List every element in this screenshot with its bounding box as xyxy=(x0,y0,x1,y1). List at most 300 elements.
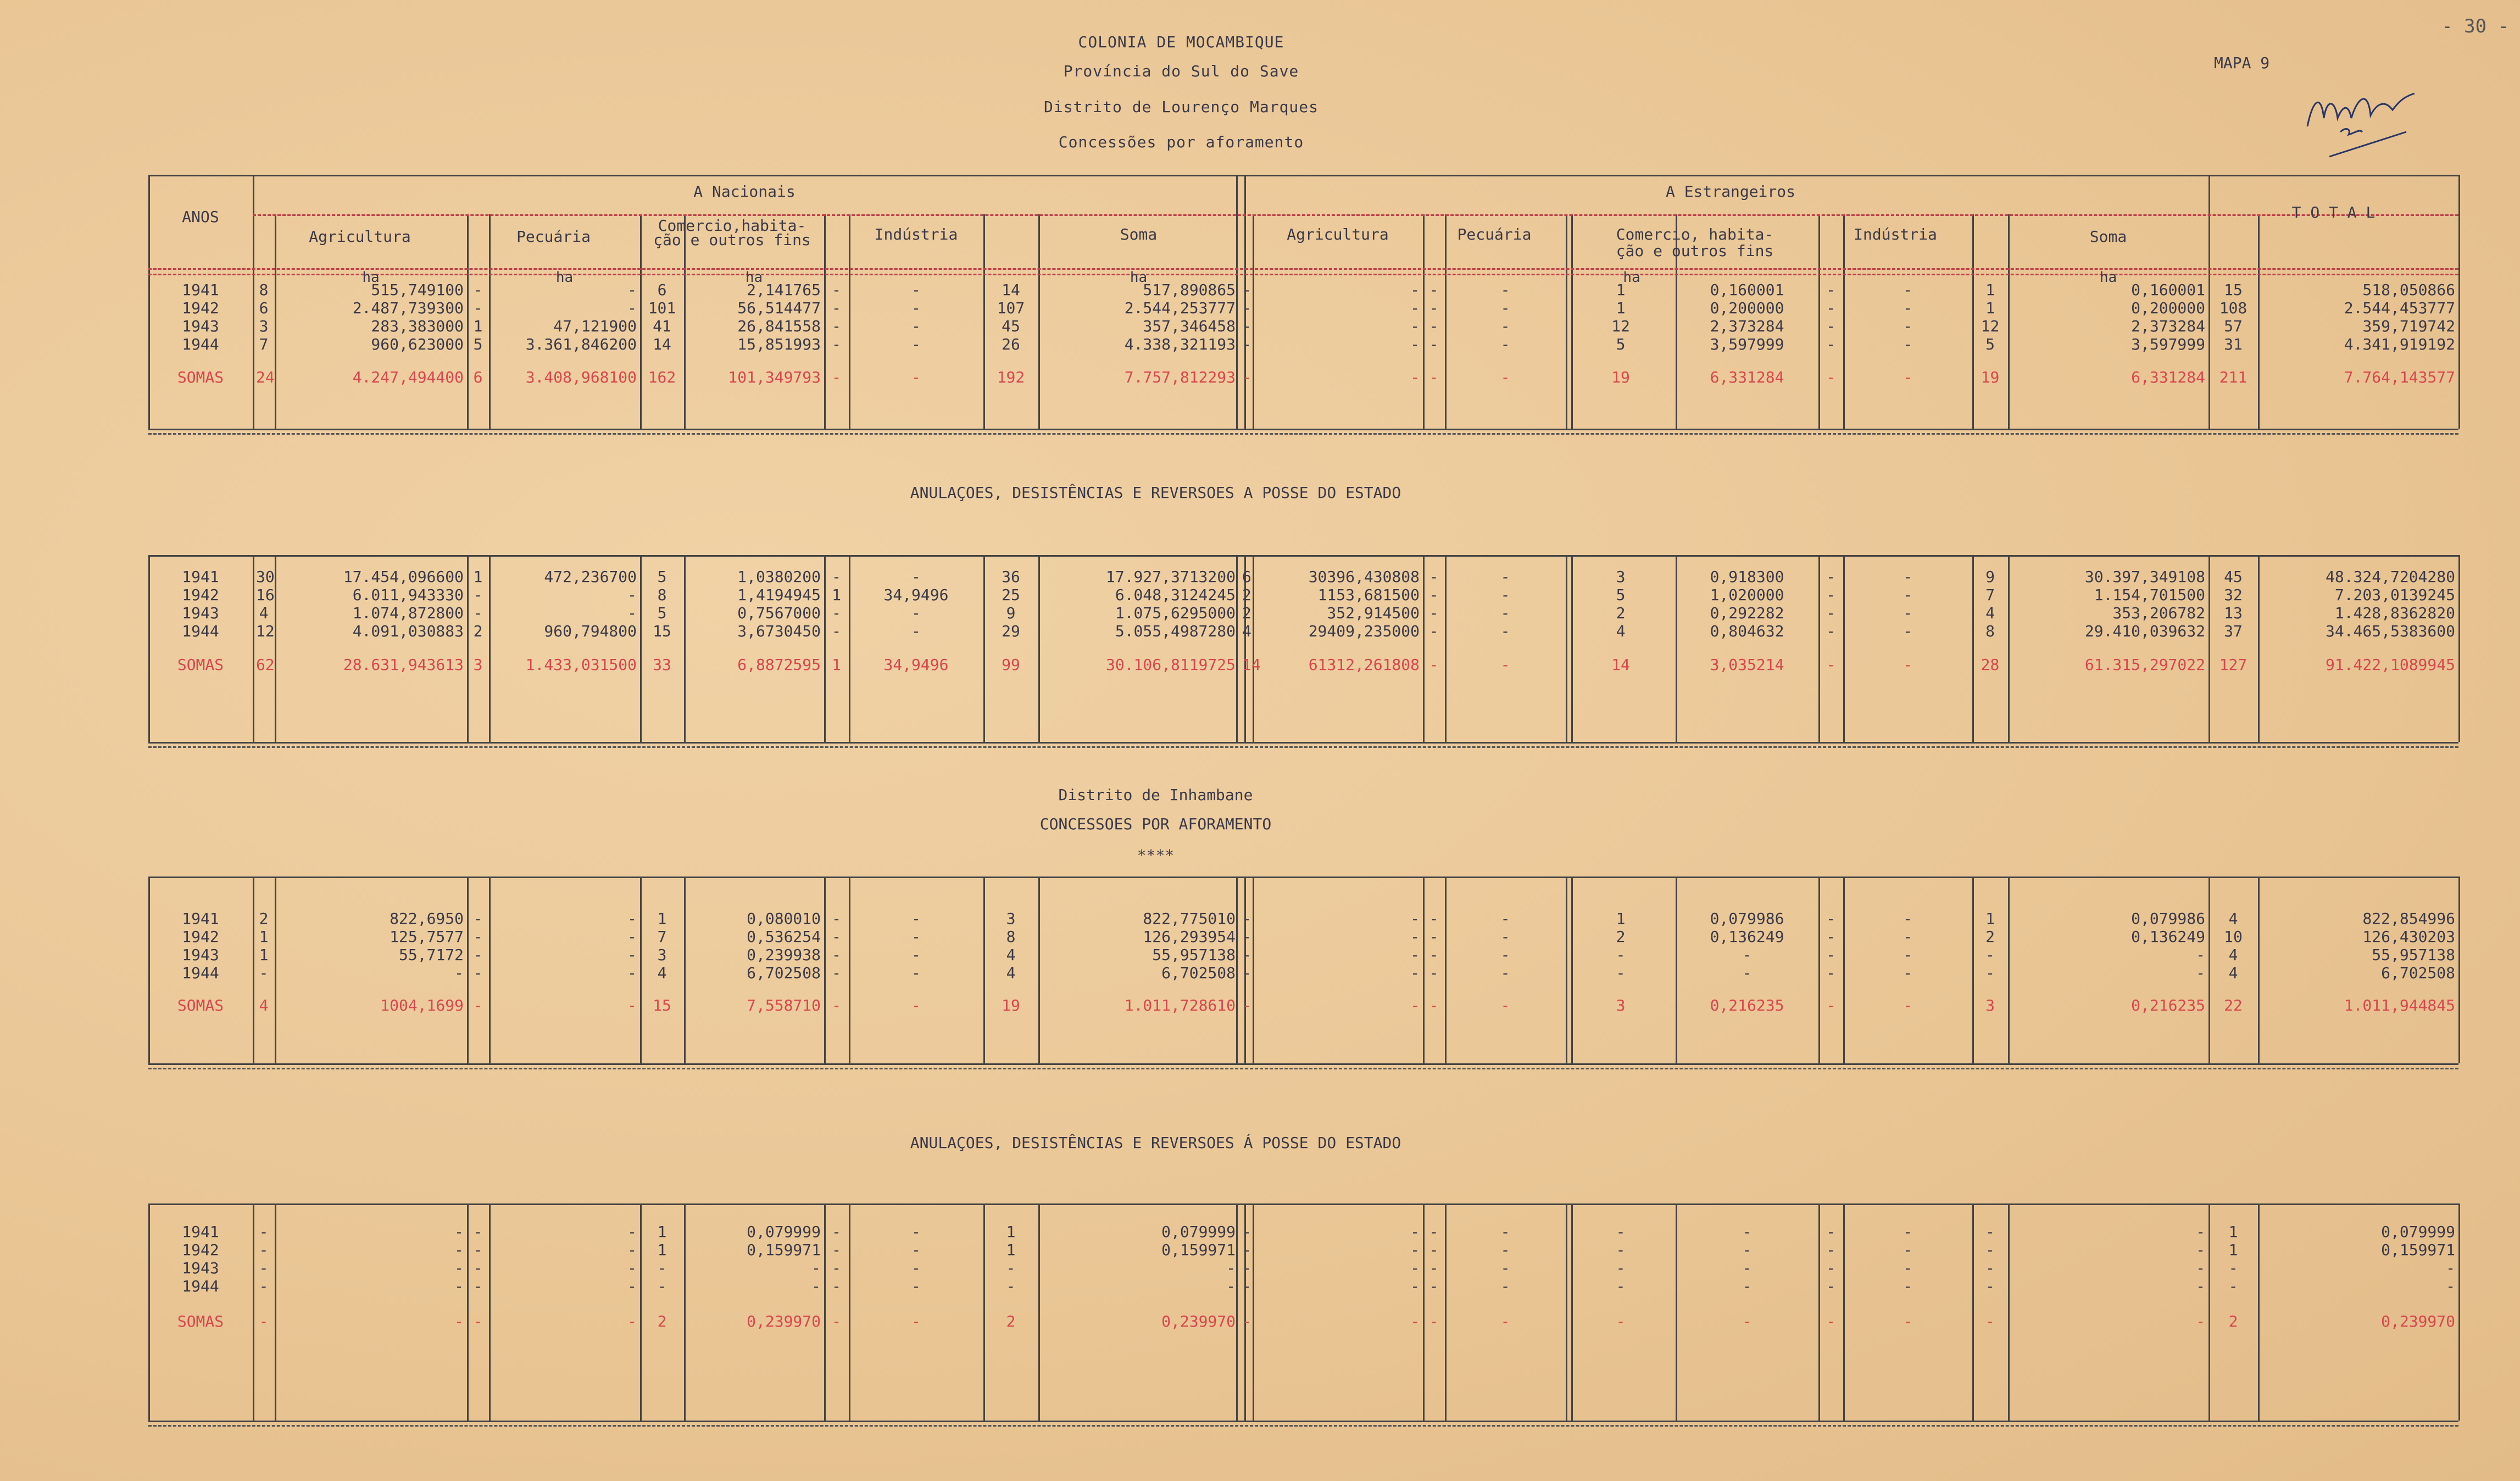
totals-cell: - xyxy=(1242,1312,1251,1330)
table-cell: 6.048,3124245 xyxy=(1115,586,1236,604)
table-cell: - xyxy=(832,946,841,964)
table-cell: 3 xyxy=(1006,909,1016,928)
table-cell: 1 xyxy=(1985,299,1995,317)
table-cell: 3,6730450 xyxy=(737,622,821,640)
table-cell: - xyxy=(1616,1223,1626,1241)
table-cell: 472,236700 xyxy=(544,568,637,586)
table-cell: - xyxy=(627,946,637,964)
totals-cell: - xyxy=(911,1312,921,1330)
table-cell: - xyxy=(1429,317,1439,335)
totals-cell: 6,8872595 xyxy=(737,656,821,674)
table-cell: - xyxy=(1826,909,1835,928)
totals-cell: - xyxy=(1410,1312,1420,1330)
unit-ha-label: ha xyxy=(555,269,574,286)
table-cell: - xyxy=(1500,964,1510,982)
table-cell: 1.154,701500 xyxy=(2094,586,2205,604)
column-divider xyxy=(148,1203,150,1421)
totals-cell: 6,331284 xyxy=(2131,368,2205,386)
column-divider xyxy=(1423,214,1425,429)
column-divider xyxy=(1972,1203,1974,1421)
table-cell: - xyxy=(1985,1241,1995,1259)
table-cell: - xyxy=(627,928,637,946)
column-divider xyxy=(824,555,826,742)
header-province: Província do Sul do Save xyxy=(1063,62,1299,80)
totals-cell: 22 xyxy=(2224,996,2243,1014)
table-cell: 1943 xyxy=(182,1259,219,1277)
table-cell: - xyxy=(454,1259,464,1277)
table-cell: 1942 xyxy=(182,928,219,946)
table-cell: - xyxy=(1826,946,1835,964)
table-cell: 283,383000 xyxy=(371,317,464,335)
table-cell: 0,7567000 xyxy=(737,604,821,622)
table-cell: - xyxy=(473,909,483,928)
totals-cell: - xyxy=(1826,656,1835,674)
section3-stars: **** xyxy=(1137,846,1175,864)
totals-cell: - xyxy=(1500,656,1510,674)
table-cell: 1 xyxy=(832,586,841,604)
totals-cell: 2 xyxy=(657,1312,667,1330)
table-cell: - xyxy=(1903,281,1912,299)
totals-cell: - xyxy=(911,996,921,1014)
totals-cell: 61.315,297022 xyxy=(2084,656,2205,674)
table-cell: - xyxy=(1826,604,1835,622)
totals-cell: 3.408,968100 xyxy=(525,368,637,386)
table-cell: 5 xyxy=(1985,335,1995,353)
table-cell: 15 xyxy=(653,622,671,640)
unit-ha-label: ha xyxy=(2099,269,2117,286)
table-cell: - xyxy=(1500,1223,1510,1241)
table-cell: 4 xyxy=(1006,946,1016,964)
table-cell: 2,373284 xyxy=(2131,317,2205,335)
table-cell: 0,239938 xyxy=(747,946,821,964)
table-cell: - xyxy=(1410,909,1420,928)
table-cell: 8 xyxy=(1985,622,1995,640)
totals-cell: 3 xyxy=(1616,996,1626,1014)
section3-title-concessions: CONCESSOES POR AFORAMENTO xyxy=(1039,815,1272,833)
totals-cell: 0,239970 xyxy=(2381,1312,2455,1330)
table-bottom-border xyxy=(148,1063,2458,1065)
table-cell: 57 xyxy=(2224,317,2243,335)
column-divider xyxy=(467,555,469,742)
column-divider xyxy=(253,877,254,1063)
table-cell: 5 xyxy=(473,335,483,353)
table-cell: - xyxy=(1242,1259,1251,1277)
table-cell: 4 xyxy=(1242,622,1251,640)
table-cell: 6.011,943330 xyxy=(352,586,464,604)
column-divider xyxy=(983,555,985,742)
table-cell: - xyxy=(1985,964,1995,982)
table-cell: - xyxy=(1903,928,1912,946)
table-cell: - xyxy=(1410,964,1420,982)
table-cell: 4.341,919192 xyxy=(2344,335,2455,353)
totals-cell: 15 xyxy=(653,996,671,1014)
totals-cell: 6,331284 xyxy=(1710,368,1784,386)
table-cell: 4 xyxy=(657,964,667,982)
table-cell: - xyxy=(473,281,483,299)
table-cell: - xyxy=(1500,568,1510,586)
table-cell: - xyxy=(2228,1277,2238,1295)
column-divider xyxy=(1253,1203,1254,1421)
foreign-commerce-header: Comercio, habita- xyxy=(1616,225,1774,243)
totals-cell: 162 xyxy=(648,368,676,386)
column-divider xyxy=(684,1203,686,1421)
table-cell: 4.091,030883 xyxy=(352,622,464,640)
table-cell: 29409,235000 xyxy=(1308,622,1420,640)
table-cell: - xyxy=(1410,317,1420,335)
totals-cell: 7.757,812293 xyxy=(1124,368,1236,386)
table-cell: - xyxy=(1742,1259,1752,1277)
totals-cell: 0,216235 xyxy=(1710,996,1784,1014)
totals-cell: - xyxy=(1242,368,1251,386)
table-cell: 6 xyxy=(1242,568,1251,586)
table-cell: 960,794800 xyxy=(544,622,637,640)
table-cell: 1941 xyxy=(182,568,219,586)
table-cell: 17.454,096600 xyxy=(343,568,464,586)
table-cell: 1941 xyxy=(182,281,219,299)
table-cell: - xyxy=(832,1277,841,1295)
table-cell: - xyxy=(1429,604,1439,622)
table-cell: 3.361,846200 xyxy=(525,335,637,353)
table-cell: 5 xyxy=(1616,586,1626,604)
table-cell: 16 xyxy=(256,586,275,604)
table-cell: 822,854996 xyxy=(2362,909,2455,928)
table-cell: 0,804632 xyxy=(1710,622,1784,640)
table-cell: 0,159971 xyxy=(1161,1241,1236,1259)
table-cell: - xyxy=(627,1277,637,1295)
totals-cell: 61312,261808 xyxy=(1308,656,1420,674)
table-cell: 4 xyxy=(2228,909,2238,928)
table-cell: - xyxy=(2446,1277,2455,1295)
column-divider xyxy=(1972,877,1974,1063)
table-cell: 5 xyxy=(1616,335,1626,353)
table-cell: - xyxy=(1410,281,1420,299)
table-cell: - xyxy=(1429,1223,1439,1241)
table-cell: 5.055,4987280 xyxy=(1115,622,1236,640)
table-cell: - xyxy=(1616,964,1626,982)
table-cell: 3 xyxy=(657,946,667,964)
table-cell: 1153,681500 xyxy=(1317,586,1420,604)
table-cell: 34,9496 xyxy=(883,586,949,604)
table-cell: 55,957138 xyxy=(1152,946,1236,964)
totals-cell: - xyxy=(1429,656,1439,674)
table-cell: - xyxy=(832,622,841,640)
totals-cell: - xyxy=(1826,996,1835,1014)
column-divider xyxy=(684,555,686,742)
column-divider xyxy=(1843,555,1845,742)
table-cell: - xyxy=(259,1277,269,1295)
table-cell: 4 xyxy=(1985,604,1995,622)
table-cell: - xyxy=(911,1259,921,1277)
table-cell: - xyxy=(1742,964,1752,982)
table-cell: 0,080010 xyxy=(747,909,821,928)
table-cell: 107 xyxy=(997,299,1025,317)
table-cell: 0,292282 xyxy=(1710,604,1784,622)
table-cell: 56,514477 xyxy=(737,299,821,317)
foreigners-header: A Estrangeiros xyxy=(1665,182,1795,201)
table-cell: 17.927,3713200 xyxy=(1105,568,1236,586)
totals-cell: - xyxy=(1500,996,1510,1014)
table-cell: - xyxy=(2446,1259,2455,1277)
totals-cell: 1.433,031500 xyxy=(525,656,637,674)
section2-title: ANULAÇOES, DESISTÊNCIAS E REVERSOES A POSSE DO ESTADO xyxy=(910,484,1401,502)
column-divider xyxy=(489,1203,491,1421)
column-divider xyxy=(1253,214,1254,429)
column-divider xyxy=(1236,1203,1238,1421)
table-cell: - xyxy=(1616,946,1626,964)
table-cell: 108 xyxy=(2219,299,2248,317)
table-cell: 1 xyxy=(1985,281,1995,299)
table-cell: - xyxy=(1242,1241,1251,1259)
table-cell: - xyxy=(1006,1277,1016,1295)
column-divider xyxy=(1038,1203,1040,1421)
column-divider xyxy=(849,214,850,429)
table-cell: - xyxy=(1500,604,1510,622)
column-divider xyxy=(1566,555,1567,742)
table-cell: 6,702508 xyxy=(2381,964,2455,982)
totals-cell: 33 xyxy=(653,656,671,674)
table-cell: 45 xyxy=(2224,568,2243,586)
table-cell: 47,121900 xyxy=(553,317,637,335)
table-cell: - xyxy=(1429,1277,1439,1295)
map-label: MAPA 9 xyxy=(2214,54,2270,72)
table-cell: - xyxy=(1826,1277,1835,1295)
column-divider xyxy=(148,555,150,742)
column-divider xyxy=(1423,555,1425,742)
table-cell: 1 xyxy=(657,1241,667,1259)
table-cell: - xyxy=(832,604,841,622)
table-cell: 1943 xyxy=(182,946,219,964)
table-cell: - xyxy=(627,604,637,622)
table-cell: - xyxy=(1500,909,1510,928)
table-cell: - xyxy=(911,1241,921,1259)
totals-cell: 6 xyxy=(473,368,483,386)
table-cell: - xyxy=(1242,317,1251,335)
column-divider xyxy=(2008,555,2010,742)
table-top-border xyxy=(148,175,2458,176)
column-divider xyxy=(275,1203,276,1421)
table-cell: 2 xyxy=(259,909,269,928)
table-cell: - xyxy=(2196,1277,2205,1295)
table-cell: - xyxy=(911,928,921,946)
table-top-border xyxy=(148,877,2458,878)
column-divider xyxy=(1843,877,1845,1063)
table-cell: - xyxy=(1826,964,1835,982)
table-cell: - xyxy=(473,586,483,604)
table-cell: 2 xyxy=(473,622,483,640)
table-cell: - xyxy=(454,1277,464,1295)
table-cell: - xyxy=(1429,928,1439,946)
totals-cell: - xyxy=(1742,1312,1752,1330)
column-divider xyxy=(640,555,642,742)
table-cell: - xyxy=(1903,604,1912,622)
table-cell: - xyxy=(1410,928,1420,946)
column-divider xyxy=(253,175,254,429)
table-cell: - xyxy=(1903,1241,1912,1259)
column-divider xyxy=(467,877,469,1063)
table-cell: 1942 xyxy=(182,299,219,317)
table-cell: 353,206782 xyxy=(2112,604,2205,622)
table-cell: - xyxy=(259,1223,269,1241)
table-cell: 1944 xyxy=(182,622,219,640)
totals-cell: - xyxy=(1903,996,1912,1014)
totals-cell: 99 xyxy=(1002,656,1020,674)
table-cell: - xyxy=(1429,622,1439,640)
header-concessions: Concessões por aforamento xyxy=(1058,133,1304,151)
header-district: Distrito de Lourenço Marques xyxy=(1043,98,1319,116)
table-bottom-double-border xyxy=(148,1425,2458,1427)
nationals-header: A Nacionais xyxy=(693,182,796,201)
column-divider xyxy=(1445,1203,1447,1421)
table-cell: - xyxy=(1500,1259,1510,1277)
table-cell: 1 xyxy=(1616,299,1626,317)
table-cell: - xyxy=(1500,1241,1510,1259)
totals-cell: 0,239970 xyxy=(747,1312,821,1330)
table-cell: 1.075,6295000 xyxy=(1115,604,1236,622)
table-cell: - xyxy=(832,299,841,317)
table-cell: 1 xyxy=(473,568,483,586)
table-cell: 1 xyxy=(657,1223,667,1241)
table-cell: - xyxy=(1616,1277,1626,1295)
column-divider xyxy=(2458,1203,2460,1421)
table-cell: 0,079999 xyxy=(2381,1223,2455,1241)
table-cell: 55,957138 xyxy=(2372,946,2455,964)
column-divider xyxy=(1236,877,1238,1063)
table-cell: - xyxy=(1242,281,1251,299)
table-cell: - xyxy=(1410,335,1420,353)
table-cell: - xyxy=(911,317,921,335)
table-cell: 4 xyxy=(2228,946,2238,964)
column-divider xyxy=(2258,214,2260,429)
column-divider xyxy=(1843,214,1845,429)
table-cell: - xyxy=(1410,946,1420,964)
table-cell: - xyxy=(1742,946,1752,964)
table-cell: 1 xyxy=(1006,1241,1016,1259)
table-cell: - xyxy=(1429,568,1439,586)
table-cell: - xyxy=(259,1241,269,1259)
table-cell: - xyxy=(2228,1259,2238,1277)
table-bottom-double-border xyxy=(148,1068,2458,1069)
column-divider xyxy=(1818,877,1820,1063)
table-cell: - xyxy=(259,1259,269,1277)
table-cell: 1944 xyxy=(182,964,219,982)
totals-cell: 1.011,944845 xyxy=(2344,996,2455,1014)
table-cell: 7.203,0139245 xyxy=(2334,586,2455,604)
table-cell: - xyxy=(1826,281,1835,299)
table-cell: - xyxy=(1429,964,1439,982)
table-cell: 2.544,253777 xyxy=(1124,299,1236,317)
totals-cell: 14 xyxy=(1611,656,1630,674)
column-divider xyxy=(983,877,985,1063)
totals-cell: 28 xyxy=(1981,656,2000,674)
foreign-commerce-header-2: ção e outros fins xyxy=(1616,242,1774,260)
table-cell: 2.544,453777 xyxy=(2344,299,2455,317)
column-divider xyxy=(1445,555,1447,742)
table-cell: - xyxy=(2196,1259,2205,1277)
column-divider xyxy=(1236,555,1238,742)
table-cell: - xyxy=(1242,1223,1251,1241)
table-cell: 1,0380200 xyxy=(737,568,821,586)
table-cell: - xyxy=(1429,281,1439,299)
column-divider xyxy=(1676,1203,1677,1421)
table-cell: - xyxy=(2196,1241,2205,1259)
table-cell: - xyxy=(832,1259,841,1277)
totals-cell: 1 xyxy=(832,656,841,674)
column-divider xyxy=(489,214,491,429)
table-cell: 12 xyxy=(1981,317,2000,335)
totals-cell: - xyxy=(1616,1312,1626,1330)
table-cell: 1942 xyxy=(182,1241,219,1259)
sum-header: Soma xyxy=(1120,225,1158,243)
table-cell: - xyxy=(473,1223,483,1241)
table-cell: - xyxy=(1826,568,1835,586)
column-divider xyxy=(467,214,469,429)
column-divider xyxy=(1253,877,1254,1063)
table-cell: - xyxy=(1429,1241,1439,1259)
table-cell: 15,851993 xyxy=(737,335,821,353)
column-divider xyxy=(1566,214,1567,429)
anos-header: ANOS xyxy=(182,208,219,226)
table-cell: 2 xyxy=(1616,928,1626,946)
table-cell: - xyxy=(2196,1223,2205,1241)
table-cell: 8 xyxy=(1006,928,1016,946)
totals-cell: 7,558710 xyxy=(747,996,821,1014)
table-cell: 0,918300 xyxy=(1710,568,1784,586)
column-divider xyxy=(684,877,686,1063)
totals-cell: - xyxy=(832,368,841,386)
column-divider xyxy=(2258,1203,2260,1421)
table-cell: 25 xyxy=(1002,586,1020,604)
table-cell: - xyxy=(1242,909,1251,928)
column-divider xyxy=(1818,1203,1820,1421)
table-cell: - xyxy=(627,1241,637,1259)
totals-cell: 2 xyxy=(2228,1312,2238,1330)
table-cell: 1943 xyxy=(182,317,219,335)
table-cell: - xyxy=(1903,1259,1912,1277)
totals-cell: 0,239970 xyxy=(1161,1312,1236,1330)
totals-cell: - xyxy=(1410,996,1420,1014)
table-cell: 1,020000 xyxy=(1710,586,1784,604)
totals-cell: 4.247,494400 xyxy=(352,368,464,386)
table-cell: - xyxy=(1242,335,1251,353)
table-cell: - xyxy=(1500,335,1510,353)
table-cell: - xyxy=(2196,946,2205,964)
table-cell: - xyxy=(1742,1223,1752,1241)
column-divider xyxy=(1423,1203,1425,1421)
table-cell: - xyxy=(1410,1259,1420,1277)
table-cell: - xyxy=(1500,1277,1510,1295)
table-cell: - xyxy=(1500,299,1510,317)
table-cell: 0,160001 xyxy=(2131,281,2205,299)
totals-cell: 19 xyxy=(1611,368,1630,386)
column-divider xyxy=(467,1203,469,1421)
table-cell: - xyxy=(627,586,637,604)
table-cell: 0,079986 xyxy=(1710,909,1784,928)
table-cell: - xyxy=(1985,1223,1995,1241)
table-cell: 6,702508 xyxy=(747,964,821,982)
table-cell: - xyxy=(1410,299,1420,317)
table-cell: 1941 xyxy=(182,1223,219,1241)
table-cell: 3,597999 xyxy=(1710,335,1784,353)
table-cell: 352,914500 xyxy=(1327,604,1420,622)
column-divider xyxy=(1818,214,1820,429)
table-cell: - xyxy=(1410,1241,1420,1259)
table-cell: - xyxy=(2196,964,2205,982)
table-cell: 2 xyxy=(1985,928,1995,946)
table-cell: 30 xyxy=(256,568,275,586)
table-cell: - xyxy=(832,281,841,299)
table-cell: - xyxy=(832,335,841,353)
table-cell: 1.074,872800 xyxy=(352,604,464,622)
